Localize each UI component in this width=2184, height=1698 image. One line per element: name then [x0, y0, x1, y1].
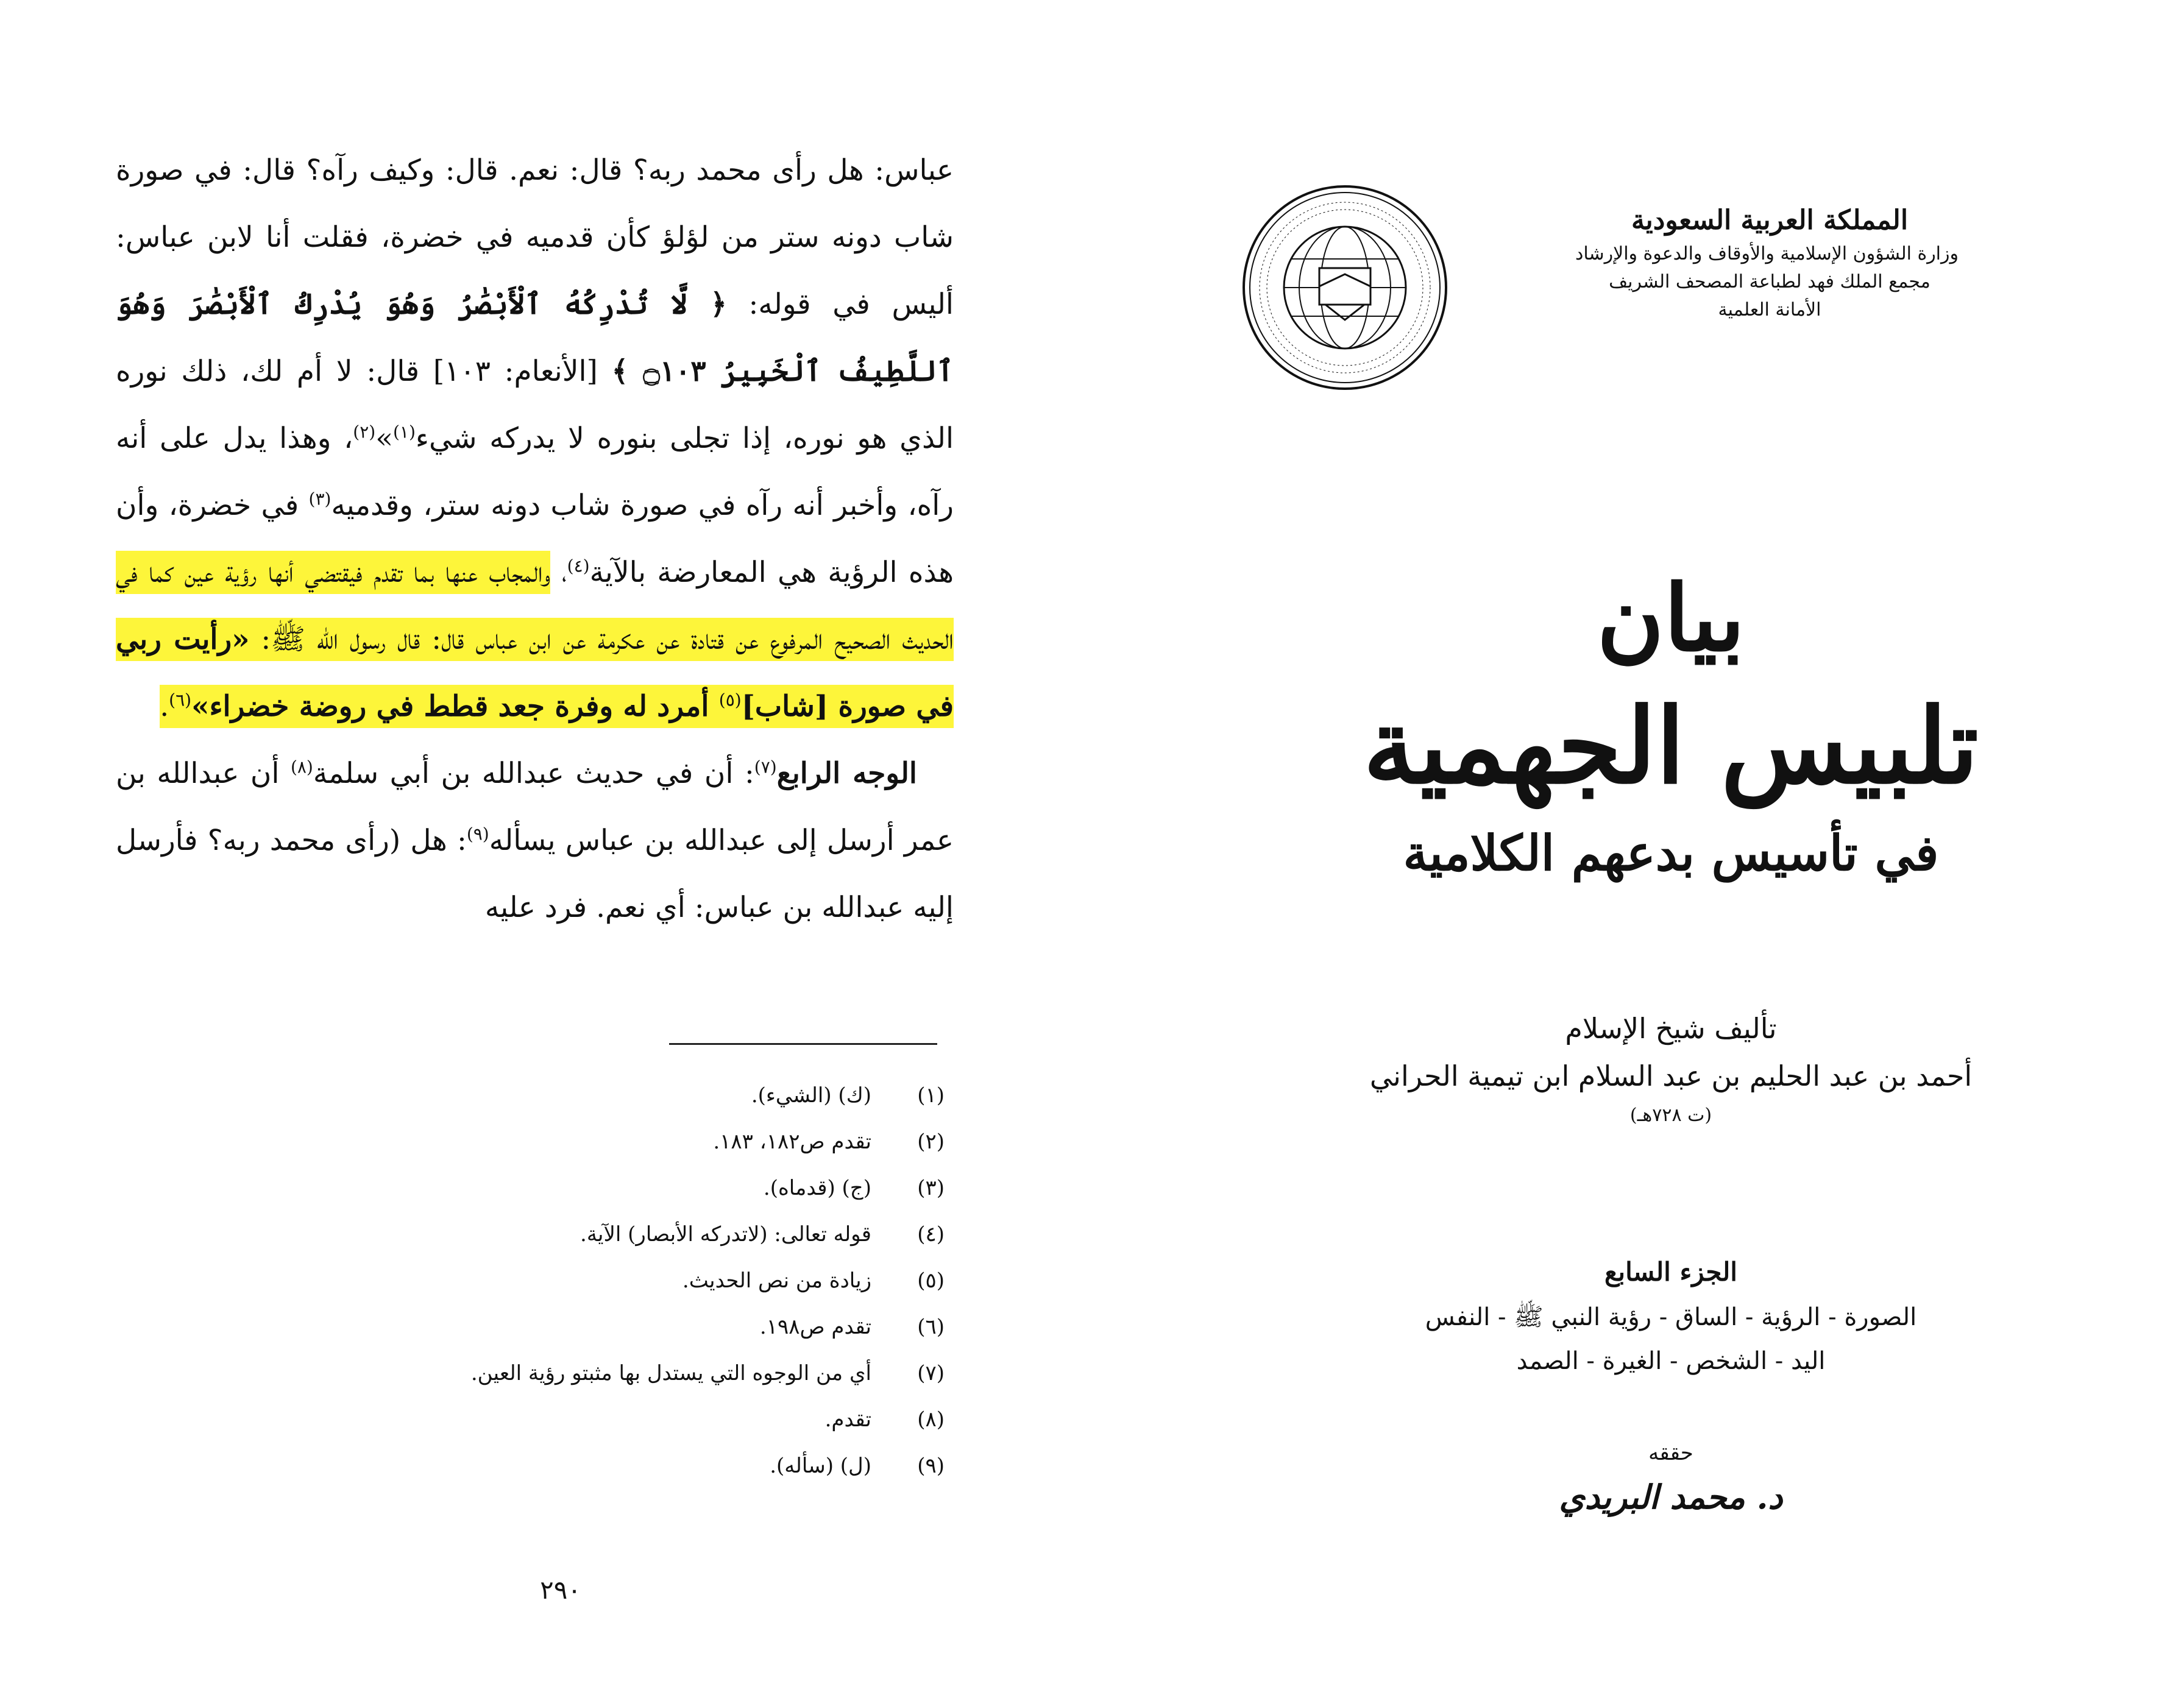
footnote-text: تقدم. [824, 1407, 871, 1432]
text-span: [الأنعام: ١٠٣] قال: لا أم لك، ذلك نوره الذي هو نوره، إذا تجلى بنوره لا يدركه شيء [116, 355, 954, 455]
hadith-quote: أمرد له وفرة جعد قطط في روضة خضراء» [191, 690, 719, 723]
footnote-ref[interactable]: (٥) [718, 690, 742, 710]
volume-block [1158, 1249, 2184, 1383]
publisher-header [1575, 201, 1959, 324]
left-page [0, 0, 1072, 1698]
quran-seal-icon [1240, 183, 1450, 393]
header-line: الأمانة العلمية [1718, 299, 1821, 320]
text-span: ، وهذا يدل على أنه رآه، وأخبر أنه رآه في صورة شاب دونه ستر، وقدميه [116, 422, 954, 522]
header-line: المملكة العربية السعودية [1631, 205, 1909, 236]
footnote-ref[interactable]: (٣) [308, 489, 332, 509]
author-block [1158, 1005, 2184, 1131]
footnote-ref[interactable]: (٩) [466, 824, 489, 844]
volume-topics: الصورة - الرؤية - الساق - رؤية النبي ﷺ - النفس [1425, 1303, 1917, 1331]
text-span: في خضرة، وأن هذه الرؤية هي المعارضة بالآية [116, 489, 954, 589]
footnote-divider [669, 1043, 937, 1045]
text-span: والمجاب عنها بما تقدم فيقتضي أنها رؤية عين كما في الحديث الصحيح المرفوع عن قتادة عن عكرمة عن ابن عباس قال: قال رسول الله ﷺ: [116, 556, 954, 656]
footnote-text: أي من الوجوه التي يستدل بها مثبتو رؤية العين. [470, 1361, 871, 1385]
footnote-number: (٩) [917, 1454, 945, 1478]
footnote-text: (ل) (سأله). [770, 1454, 871, 1478]
section-heading: الوجه الرابع [776, 757, 917, 790]
text-span: . [160, 690, 169, 723]
footnote-number: (٤) [917, 1222, 945, 1247]
text-span: أن عبدالله بن عمر أرسل إلى عبدالله بن عباس يسأله [116, 757, 954, 857]
right-page [1158, 0, 2184, 1698]
volume-title: الجزء السابع [1604, 1257, 1737, 1287]
footnote-number: (١) [917, 1083, 945, 1108]
footnote-text: تقدم ص١٨٢، ١٨٣. [713, 1130, 871, 1154]
book-title [1158, 561, 2184, 890]
footnote-number: (٧) [917, 1361, 945, 1385]
footnote-text: (ك) (الشيء). [751, 1083, 871, 1108]
footnotes-list [341, 1072, 945, 1489]
text-span: عباس: هل رأى محمد ربه؟ قال: نعم. قال: وكيف رآه؟ قال: في صورة شاب دونه ستر من لؤلؤ كأن قدميه في خضرة، فقلت أنا لابن عباس: أليس في قوله: [116, 154, 954, 321]
author-death: (ت ٧٢٨هـ) [1629, 1105, 1712, 1126]
footnote-number: (٢) [917, 1130, 945, 1154]
page-number: ٢٩٠ [540, 1575, 581, 1605]
footnote [341, 1165, 945, 1211]
text-span: » [375, 422, 393, 455]
text-span: : هل (رأى محمد ربه؟ فأرسل إليه عبدالله بن عباس: أي نعم. فرد عليه [116, 824, 954, 924]
footnote [341, 1443, 945, 1489]
footnote-number: (٣) [917, 1176, 945, 1200]
footnote [341, 1211, 945, 1258]
quran-verse: ﴿ لَّا تُدْرِكُهُ ٱلْأَبْصَٰرُ وَهُوَ يُدْرِكُ ٱلْأَبْصَٰرَ وَهُوَ ٱللَّطِيفُ ٱلْخَبِيرُ ۝١٠٣ ﴾ [116, 288, 954, 388]
footnote [341, 1350, 945, 1396]
footnote-ref[interactable]: (١) [392, 422, 416, 442]
paragraph-2 [116, 740, 954, 941]
footnote [341, 1072, 945, 1119]
text-span: ، [550, 556, 567, 589]
footnote-text: تقدم ص١٩٨. [759, 1315, 871, 1339]
footnote-text: (ج) (قدماه). [763, 1176, 871, 1200]
author-name: أحمد بن عبد الحليم بن عبد السلام ابن تيمية الحراني [1369, 1059, 1973, 1092]
footnote [341, 1258, 945, 1304]
footnote-ref[interactable]: (٧) [754, 757, 777, 777]
editor-block [1158, 1435, 2184, 1523]
editor-label: حققه [1648, 1441, 1693, 1465]
title-line: بيان [1597, 565, 1745, 672]
footnote [341, 1396, 945, 1443]
footnote-ref[interactable]: (٤) [567, 556, 590, 576]
footnote-number: (٦) [917, 1315, 945, 1339]
footnote-ref[interactable]: (٢) [353, 422, 376, 442]
subtitle: في تأسيس بدعهم الكلامية [1403, 824, 1939, 882]
body-text [116, 137, 954, 941]
footnote-text: قوله تعالى: (لاتدركه الأبصار) الآية. [580, 1222, 871, 1247]
header-line: مجمع الملك فهد لطباعة المصحف الشريف [1609, 271, 1930, 292]
header-line: وزارة الشؤون الإسلامية والأوقاف والدعوة والإرشاد [1575, 243, 1959, 264]
footnote [341, 1304, 945, 1350]
text-span: : أن في حديث عبدالله بن أبي سلمة [313, 757, 754, 790]
paragraph-1 [116, 137, 954, 740]
footnote-ref[interactable]: (٨) [290, 757, 313, 777]
footnote [341, 1119, 945, 1165]
footnote-ref[interactable]: (٦) [169, 690, 192, 710]
title-line: تلبيس الجهمية [1363, 685, 1979, 807]
volume-topics: اليد - الشخص - الغيرة - الصمد [1516, 1347, 1826, 1375]
footnote-number: (٨) [917, 1407, 945, 1432]
footnote-number: (٥) [917, 1268, 945, 1293]
footnote-text: زيادة من نص الحديث. [682, 1268, 871, 1293]
hadith-quote: «رأيت ربي في صورة [شاب] [116, 623, 954, 723]
author-label: تأليف شيخ الإسلام [1565, 1012, 1777, 1045]
editor-name: د. محمد البريدي [1559, 1477, 1783, 1516]
